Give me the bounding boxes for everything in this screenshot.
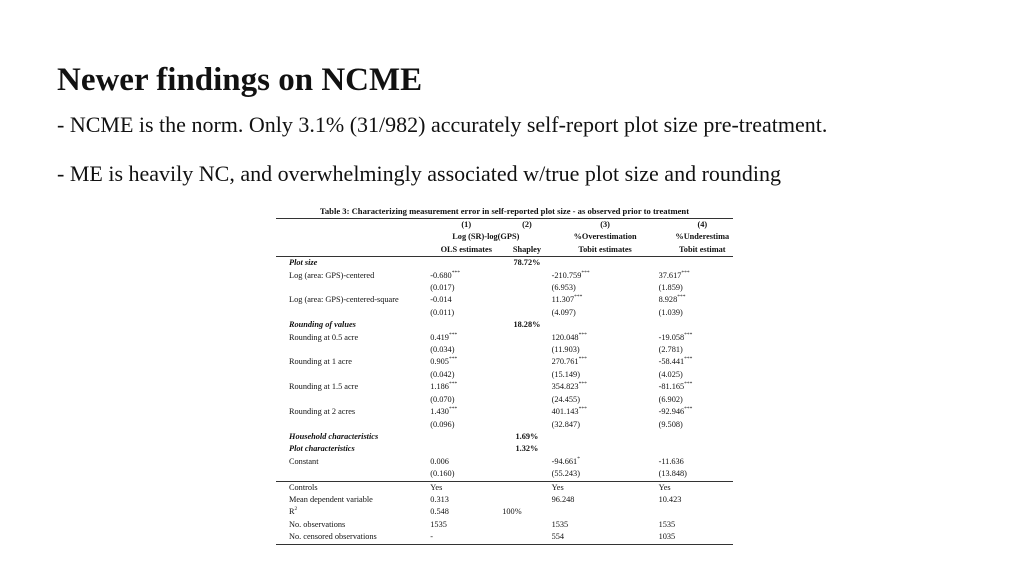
sig-stars: *** bbox=[684, 356, 693, 363]
table-row bbox=[276, 481, 733, 494]
table-row bbox=[276, 270, 733, 282]
coef: 120.048 bbox=[551, 332, 579, 342]
coef: 0.905 bbox=[430, 357, 449, 367]
stat-value: 100% bbox=[502, 507, 522, 517]
coef: -19.058 bbox=[658, 332, 685, 342]
sig-stars: *** bbox=[684, 406, 693, 413]
depvar-over: %Overestimation bbox=[573, 232, 637, 242]
coef: -0.680 bbox=[430, 270, 452, 280]
coef: -92.946 bbox=[658, 407, 685, 417]
std-error: (55.243) bbox=[552, 468, 659, 481]
row-label: Constant bbox=[289, 456, 319, 466]
std-error: (6.902) bbox=[658, 394, 683, 404]
stat-value: Yes bbox=[551, 482, 564, 492]
coef: -11.636 bbox=[658, 456, 684, 466]
coef: -94.661 bbox=[551, 456, 578, 466]
table-row bbox=[276, 506, 733, 518]
table-row bbox=[276, 494, 733, 506]
row-label: Controls bbox=[289, 482, 318, 492]
row-label: Log (area: GPS)-centered-square bbox=[289, 295, 399, 305]
table-row-se bbox=[276, 394, 733, 406]
stat-value: 1535 bbox=[658, 519, 676, 529]
row-label: Rounding at 0.5 acre bbox=[289, 332, 359, 342]
std-error: (4.025) bbox=[658, 369, 683, 379]
table-row bbox=[276, 319, 733, 331]
stat-value: 554 bbox=[552, 531, 659, 544]
std-error: (1.039) bbox=[658, 307, 683, 317]
sig-stars: *** bbox=[581, 269, 590, 276]
col-number-1: (1) bbox=[430, 219, 502, 232]
std-error: (0.034) bbox=[430, 345, 455, 355]
std-error: (6.953) bbox=[551, 283, 576, 293]
stat-value: - bbox=[430, 531, 502, 544]
stat-value: 0.548 bbox=[430, 507, 449, 517]
est-shapley: Shapley bbox=[502, 244, 551, 257]
coef: 401.143 bbox=[551, 407, 579, 417]
row-label: R bbox=[289, 507, 295, 517]
sig-stars: *** bbox=[578, 381, 587, 388]
row-label: No. censored observations bbox=[276, 531, 430, 544]
coef: 1.430 bbox=[430, 407, 449, 417]
coef: 0.419 bbox=[430, 332, 449, 342]
table-row bbox=[276, 431, 733, 443]
stat-value: 10.423 bbox=[658, 494, 682, 504]
std-error: (1.859) bbox=[658, 283, 683, 293]
coef: -210.759 bbox=[551, 270, 582, 280]
col-number-4: (4) bbox=[659, 219, 733, 232]
std-error: (0.096) bbox=[430, 419, 455, 429]
std-error: (0.070) bbox=[430, 394, 455, 404]
coef: 1.186 bbox=[430, 382, 449, 392]
row-label: Household characteristics bbox=[289, 431, 379, 441]
coef: 354.823 bbox=[551, 382, 579, 392]
std-error: (0.042) bbox=[430, 369, 455, 379]
depvar-under: %Underestima bbox=[675, 232, 730, 242]
coef: 0.006 bbox=[430, 456, 449, 466]
header-row-estimator bbox=[276, 244, 733, 257]
sig-stars: *** bbox=[574, 294, 583, 301]
table-row bbox=[276, 406, 733, 418]
row-label: Rounding at 1 acre bbox=[289, 357, 352, 367]
est-ols: OLS estimates bbox=[430, 244, 502, 257]
sig-stars: *** bbox=[451, 269, 460, 276]
sig-stars: *** bbox=[448, 356, 458, 363]
coef: -0.014 bbox=[430, 295, 452, 305]
table-row bbox=[276, 443, 733, 455]
sig-stars: *** bbox=[578, 331, 587, 338]
std-error: (24.455) bbox=[551, 394, 580, 404]
table-row bbox=[276, 531, 733, 544]
row-label: Mean dependent variable bbox=[289, 494, 373, 504]
row-label: Rounding of values bbox=[289, 320, 356, 330]
sig-stars: *** bbox=[578, 406, 587, 413]
stat-value: 1535 bbox=[551, 519, 569, 529]
coef: 37.617 bbox=[658, 270, 682, 280]
row-label: Plot characteristics bbox=[289, 444, 355, 454]
sig-stars: *** bbox=[578, 356, 587, 363]
stat-value: 1035 bbox=[659, 531, 733, 544]
std-error: (9.508) bbox=[658, 419, 683, 429]
regression-table bbox=[276, 205, 733, 545]
table-row bbox=[276, 381, 733, 393]
coef: 8.928 bbox=[658, 295, 678, 305]
sig-stars: *** bbox=[684, 331, 693, 338]
table-row-se bbox=[276, 468, 733, 481]
bullet-ncme-norm: - NCME is the norm. Only 3.1% (31/982) accurately self-report plot size pre-treatment. bbox=[57, 112, 828, 137]
std-error: (32.847) bbox=[551, 419, 580, 429]
bullet-me-nc: - ME is heavily NC, and overwhelmingly associated w/true plot size and rounding bbox=[57, 161, 782, 186]
table-row-se bbox=[276, 282, 733, 294]
est-tobit-over: Tobit estimates bbox=[552, 244, 659, 257]
header-row-numbers bbox=[276, 219, 733, 232]
stat-value: Yes bbox=[658, 482, 671, 492]
sig-stars: *** bbox=[448, 331, 458, 338]
std-error: (0.017) bbox=[430, 283, 455, 293]
std-error: (0.160) bbox=[430, 468, 502, 481]
depvar-log: Log (SR)-log(GPS) bbox=[452, 232, 520, 242]
shapley-value: 1.69% bbox=[515, 431, 539, 441]
table-row bbox=[276, 519, 733, 531]
sig-stars: *** bbox=[677, 294, 686, 301]
sig-stars: * bbox=[577, 455, 580, 462]
sig-stars: *** bbox=[681, 269, 690, 276]
sig-stars: *** bbox=[684, 381, 693, 388]
shapley-value: 18.28% bbox=[513, 320, 541, 330]
std-error: (0.011) bbox=[430, 307, 455, 317]
table-row bbox=[276, 294, 733, 306]
coef: 11.307 bbox=[551, 295, 575, 305]
table-row bbox=[276, 332, 733, 344]
shapley-value: 1.32% bbox=[515, 444, 539, 454]
std-error: (13.848) bbox=[659, 468, 733, 481]
est-tobit-under: Tobit estimat bbox=[659, 244, 733, 257]
row-label: Rounding at 2 acres bbox=[289, 407, 356, 417]
superscript: 2 bbox=[294, 506, 298, 513]
table-row bbox=[276, 456, 733, 468]
row-label: Log (area: GPS)-centered bbox=[289, 270, 375, 280]
shapley-value: 78.72% bbox=[513, 258, 541, 268]
coef: -81.165 bbox=[658, 382, 685, 392]
sig-stars: *** bbox=[448, 406, 458, 413]
std-error: (4.097) bbox=[551, 307, 576, 317]
stat-value: 1535 bbox=[430, 519, 447, 529]
table-row-se bbox=[276, 344, 733, 356]
slide-title: Newer findings on NCME bbox=[57, 62, 423, 98]
table-row-se bbox=[276, 419, 733, 431]
std-error: (11.903) bbox=[551, 345, 580, 355]
coef: -58.441 bbox=[658, 357, 685, 367]
table-row-se bbox=[276, 307, 733, 319]
row-label: No. observations bbox=[289, 519, 346, 529]
table-row-se bbox=[276, 369, 733, 381]
std-error: (15.149) bbox=[551, 369, 580, 379]
table-row bbox=[276, 356, 733, 368]
row-label: Plot size bbox=[289, 258, 318, 268]
table-caption: Table 3: Characterizing measurement error in self-reported plot size - as observed prior to treatment bbox=[319, 206, 690, 216]
std-error: (2.781) bbox=[658, 345, 683, 355]
col-number-2: (2) bbox=[502, 219, 551, 232]
coef: 270.761 bbox=[551, 357, 579, 367]
table-row bbox=[276, 257, 733, 270]
col-number-3: (3) bbox=[552, 219, 659, 232]
stat-value: 0.313 bbox=[430, 494, 449, 504]
stat-value: 96.248 bbox=[551, 494, 575, 504]
header-row-depvar bbox=[276, 231, 733, 243]
stat-value: Yes bbox=[430, 482, 443, 492]
results-table bbox=[276, 218, 733, 545]
sig-stars: *** bbox=[448, 381, 458, 388]
row-label: Rounding at 1.5 acre bbox=[289, 382, 359, 392]
